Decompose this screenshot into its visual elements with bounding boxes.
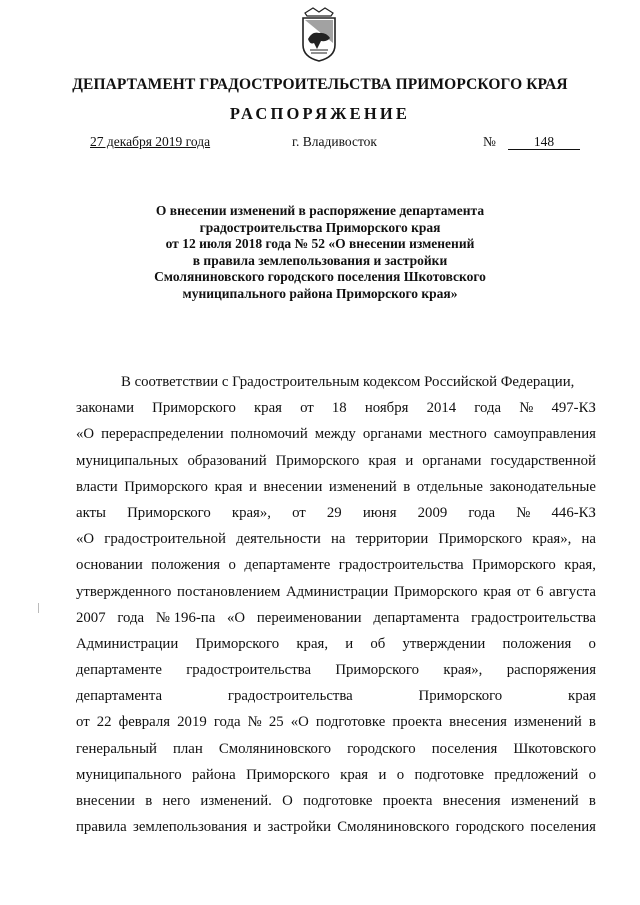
subject-line: Смоляниновского городского поселения Шкотовского — [154, 269, 486, 285]
body-word: края», — [231, 504, 271, 521]
body-line — [76, 500, 596, 526]
body-word: от — [300, 400, 314, 417]
body-word: департамента — [76, 688, 163, 705]
body-word: и — [378, 766, 387, 783]
body-word: июня — [362, 504, 397, 521]
body-word: подготовке — [315, 714, 386, 731]
body-word: «О — [290, 714, 309, 731]
subject-line: О внесении изменений в распоряжение департамента — [155, 203, 485, 218]
body-word: муниципального — [76, 766, 182, 783]
body-word: 18 — [331, 400, 347, 417]
body-line — [76, 605, 596, 631]
body-word: государственной — [490, 452, 596, 469]
body-word: 2019 — [177, 714, 207, 731]
body-word: муниципальных — [76, 452, 179, 469]
body-word: края, — [296, 635, 329, 652]
body-word: городского — [347, 740, 416, 757]
body-word: основании — [76, 557, 143, 574]
body-word: изменений. — [200, 793, 272, 809]
body-word: поселения — [530, 819, 596, 836]
body-word: перераспределении — [101, 426, 224, 443]
body-word: края — [483, 583, 512, 600]
body-line — [76, 657, 596, 683]
body-word: «О — [76, 531, 95, 548]
body-word: правила — [76, 819, 127, 836]
body-word: власти — [76, 478, 118, 495]
body-word: от — [516, 583, 531, 600]
body-word: постановлением — [177, 583, 281, 600]
body-word: план — [173, 740, 203, 757]
number-sign: № — [483, 134, 496, 149]
body-word: Шкотовского — [513, 740, 596, 757]
body-line — [76, 552, 596, 578]
body-word: переименовании — [256, 609, 362, 626]
body-word: края, — [564, 557, 596, 574]
body-word: № — [247, 714, 262, 731]
body-word: Смоляниновского — [337, 819, 450, 836]
body-word: землепользования — [132, 819, 248, 836]
body-word: Приморского — [195, 635, 280, 652]
body-word: акты — [76, 504, 106, 521]
body-word: проекта — [392, 714, 443, 731]
body-word: градостроительства — [338, 557, 464, 574]
body-word: края — [253, 400, 282, 417]
body-word: 2007 — [76, 609, 106, 626]
body-word: самоуправления — [493, 426, 596, 443]
subject-line: градостроительства Приморского края — [199, 219, 441, 235]
body-word: района — [191, 766, 236, 783]
body-word: между — [314, 426, 356, 443]
body-word: органами — [362, 426, 423, 443]
body-word: предложений — [494, 766, 579, 783]
body-word: деятельности — [236, 531, 321, 548]
body-word: подготовке — [303, 793, 373, 809]
body-line — [76, 526, 596, 552]
body-word: и — [248, 478, 257, 495]
body-word: внесении — [263, 478, 323, 495]
body-word: и — [345, 635, 354, 652]
order-city: г. Владивосток — [292, 134, 377, 149]
body-word: № — [516, 504, 531, 521]
body-word: Администрации — [285, 583, 389, 600]
body-word: городского — [455, 819, 525, 836]
body-word: 446-КЗ — [551, 504, 596, 521]
body-word: утверждении — [402, 635, 486, 652]
body-word: № 196-па — [155, 609, 216, 626]
body-word: августа — [549, 583, 596, 600]
body-word: края», — [443, 662, 483, 679]
body-word: края», — [532, 531, 572, 548]
body-word: 6 — [536, 583, 544, 600]
body-word: года — [213, 714, 241, 731]
body-word: и — [405, 452, 414, 469]
body-line — [76, 474, 596, 500]
body-word: в — [588, 714, 596, 731]
body-line — [76, 762, 596, 788]
body-word: застройки — [267, 819, 331, 836]
body-word: 25 — [268, 714, 284, 731]
subject-line: муниципального района Приморского края» — [182, 285, 458, 301]
body-word: от — [292, 504, 306, 521]
body-line — [76, 814, 596, 840]
body-word: в — [403, 478, 411, 495]
body-word: в — [588, 793, 596, 809]
body-word: департаменте — [76, 662, 162, 679]
body-word: года — [468, 504, 496, 521]
body-line — [76, 788, 596, 814]
body-word: проекта — [382, 793, 433, 809]
body-word: о — [588, 635, 596, 652]
body-word: отдельные — [416, 478, 483, 495]
body-word: года — [117, 609, 145, 626]
margin-mark — [38, 603, 39, 613]
body-word: в — [145, 793, 153, 809]
body-word: Смоляниновского — [218, 740, 332, 757]
body-word: территории — [355, 531, 429, 548]
body-word: Приморского — [438, 531, 523, 548]
body-line — [76, 421, 596, 447]
body-word: Приморского — [127, 504, 211, 521]
order-subject — [0, 203, 640, 303]
body-line — [76, 709, 596, 735]
body-word: него — [162, 793, 191, 809]
body-word: градостроительной — [104, 531, 226, 548]
body-word: Приморского — [152, 400, 236, 417]
body-word: о — [228, 557, 236, 574]
body-word: законодательные — [489, 478, 596, 495]
body-word: Администрации — [76, 635, 179, 652]
body-word: и — [253, 819, 262, 836]
body-word: о — [588, 766, 596, 783]
body-word: Приморского — [472, 557, 556, 574]
body-word: законами — [76, 400, 135, 417]
body-word: О — [282, 793, 293, 809]
body-word: поселения — [431, 740, 498, 757]
body-word: Приморского — [124, 478, 208, 495]
body-word: подготовке — [414, 766, 484, 783]
body-word: № — [519, 400, 534, 417]
body-word: об — [370, 635, 386, 652]
body-line — [76, 736, 596, 762]
body-word: градостроительства — [471, 609, 596, 626]
body-word: 497-КЗ — [551, 400, 596, 417]
body-word: Приморского — [246, 766, 330, 783]
order-date: 27 декабря 2019 года — [90, 134, 211, 149]
document-type-title: РАСПОРЯЖЕНИЕ — [229, 104, 411, 123]
body-line — [76, 631, 596, 657]
subject-line: от 12 июля 2018 года № 52 «О внесении изменений — [165, 236, 475, 252]
body-line — [76, 579, 596, 605]
body-word: Приморского — [418, 688, 503, 705]
body-line: В соответствии с Градостроительным кодексом Российской Федерации, — [121, 374, 575, 390]
body-word: положения — [502, 635, 572, 652]
body-word: года — [474, 400, 502, 417]
body-line — [76, 683, 596, 709]
order-body — [76, 369, 596, 840]
body-word: 22 — [96, 714, 112, 731]
body-word: департаменте — [244, 557, 331, 574]
department-name: ДЕПАРТАМЕНТ ГРАДОСТРОИТЕЛЬСТВА ПРИМОРСКОГО КРАЯ — [72, 76, 568, 93]
body-word: положения — [151, 557, 221, 574]
body-word: департамента — [373, 609, 460, 626]
body-line — [76, 448, 596, 474]
body-word: 2014 — [426, 400, 457, 417]
body-line — [76, 395, 596, 421]
body-word: «О — [227, 609, 246, 626]
body-word: края — [214, 478, 243, 495]
body-word: о — [396, 766, 405, 783]
body-word: распоряжения — [506, 662, 596, 679]
body-word: Приморского — [275, 452, 360, 469]
body-word: ноября — [364, 400, 409, 417]
body-word: градостроительства — [186, 662, 312, 679]
body-word: генеральный — [76, 740, 157, 757]
body-word: градостроительства — [227, 688, 353, 705]
body-word: Приморского — [335, 662, 420, 679]
body-word: 2009 — [417, 504, 448, 521]
body-word: изменений — [514, 714, 582, 731]
body-word: края — [568, 688, 596, 705]
body-word: на — [581, 531, 596, 548]
order-number: 148 — [508, 134, 580, 150]
body-word: от — [76, 714, 90, 731]
body-word: на — [330, 531, 346, 548]
body-word: полномочий — [230, 426, 308, 443]
body-word: февраля — [118, 714, 171, 731]
body-word: изменений — [328, 478, 397, 495]
body-word: утвержденного — [76, 583, 172, 600]
body-word: «О — [76, 426, 95, 443]
body-word: органами — [422, 452, 482, 469]
body-word: края — [368, 452, 397, 469]
coat-of-arms-emblem — [299, 5, 339, 63]
body-word: изменений — [510, 793, 579, 809]
body-word: образований — [187, 452, 267, 469]
body-word: внесении — [76, 793, 135, 809]
body-word: края — [340, 766, 369, 783]
body-word: 29 — [326, 504, 342, 521]
body-word: внесения — [442, 793, 501, 809]
body-word: Приморского — [393, 583, 478, 600]
body-word: местного — [429, 426, 487, 443]
subject-line: в правила землепользования и застройки — [192, 252, 448, 268]
body-word: внесения — [449, 714, 507, 731]
